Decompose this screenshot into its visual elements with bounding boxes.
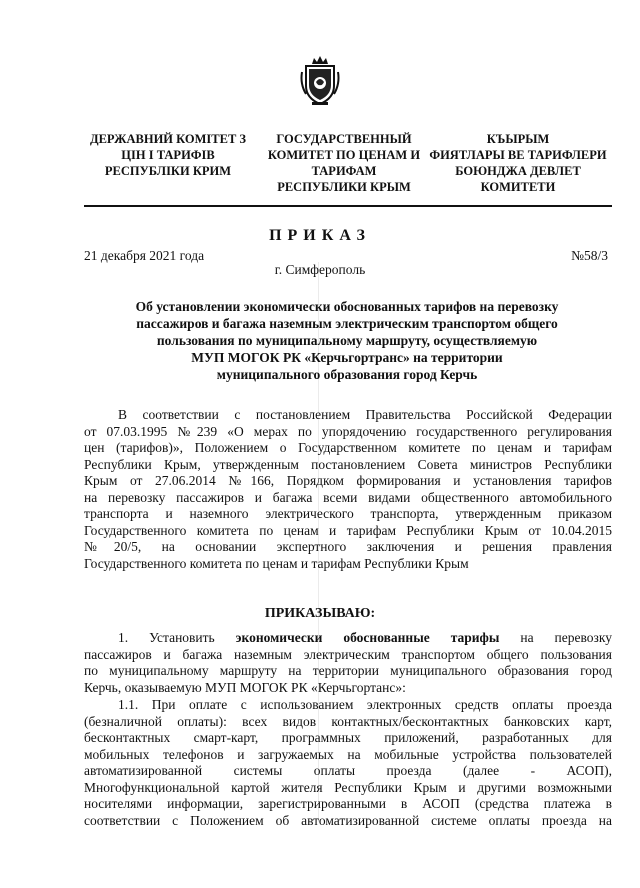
org-name-russian: ГОСУДАРСТВЕННЫЙ КОМИТЕТ ПО ЦЕНАМ И ТАРИФАМ РЕСПУБЛИКИ КРЫМ <box>267 132 421 194</box>
subject-line: муниципального образования город Керчь <box>216 367 478 382</box>
item-1-start: 1. Установить <box>118 630 215 645</box>
org-name-ukrainian: ДЕРЖАВНИЙ КОМІТЕТ З ЦІН І ТАРИФІВ РЕСПУБЛІКИ КРИМ <box>89 132 247 178</box>
text-line: по муниципальному маршруту на территории муниципального образования город <box>84 663 612 678</box>
text-line: Крым от 27.06.2014 №166, Порядком формирования и установления тарифов <box>84 473 612 488</box>
text-line: В соответствии с постановлением Правительства Российской Федерации <box>118 407 612 422</box>
text-line: Керчь, оказываемую МУП МОГОК РК «Керчьгортанс»: <box>84 679 406 695</box>
item-1-emphasis: экономически обоснованные тарифы <box>235 630 500 645</box>
text-line: носителями информации, зарегистрированными в АСОП (средства платежа в <box>84 796 612 811</box>
text-line: мобильных телефонов и загружаемых на мобильные устройства пользователей <box>84 746 612 762</box>
text-line: соответствии с Положением об автоматизированной системе оплаты проезда на <box>84 812 612 828</box>
text-line: бесконтактных смарт-карт, программных приложений, разработанных для <box>84 730 612 745</box>
header-divider <box>84 205 612 207</box>
scan-fold-line <box>318 262 319 822</box>
item-1-end: на перевозку <box>520 630 612 645</box>
document-city: г. Симферополь <box>274 262 366 277</box>
text-line: Республики Крым, утвержденным постановлением Совета министров Республики <box>84 456 612 472</box>
text-line: цен (тарифов)», Положением о Государственном комитете по ценам и тарифам <box>84 440 612 455</box>
text-line: транспорта и наземного электрического транспорта, утвержденным приказом <box>84 506 612 521</box>
org-name-crimean-tatar: КЪЫРЫМ ФИЯТЛАРЫ ВЕ ТАРИФЛЕРИ БОЮНДЖА ДЕВЛЕТ КОМИТЕТИ <box>429 132 607 194</box>
text-line: №20/5, на основании экспертного заключения и решения правления <box>84 539 612 554</box>
preamble-paragraph <box>84 407 612 572</box>
text-line: (безналичной оплаты): всех видов контактных/бесконтактных банковских карт, <box>84 713 612 729</box>
coat-of-arms-emblem <box>298 52 342 108</box>
item-1-1-paragraph <box>84 697 612 829</box>
text-line: 1.1. При оплате с использованием электронных средств оплаты проезда <box>118 697 612 712</box>
decree-heading: ПРИКАЗЫВАЮ: <box>264 606 376 621</box>
text-line: от 07.03.1995 №239 «О мерах по упорядочению государственного регулирования <box>84 423 612 439</box>
document-date: 21 декабря 2021 года <box>84 248 205 263</box>
subject-line: пассажиров и багажа наземным электрическим транспортом общего <box>136 316 558 331</box>
document-title: ПРИКАЗ <box>269 227 371 244</box>
text-line: автоматизированной системы оплаты проезда (далее - АСОП), <box>84 763 612 778</box>
text-line: Государственного комитета по ценам и тарифам Республики Крым <box>84 555 469 571</box>
text-line <box>84 630 612 647</box>
text-line: Государственного комитета по ценам и тарифам Республики Крым от 10.04.2015 <box>84 522 612 538</box>
item-1-paragraph <box>84 630 612 696</box>
subject-line: Об установлении экономически обоснованных тарифов на перевозку <box>135 299 559 314</box>
document-subject <box>86 298 608 383</box>
text-line: Многофункциональной картой жителя Республики Крым и другими возможными <box>84 779 612 795</box>
text-line: на перевозку пассажиров и багажа всеми видами общественного автомобильного <box>84 489 612 505</box>
document-number: №58/3 <box>571 248 608 263</box>
subject-line: пользования по муниципальному маршруту, осуществляемую <box>156 333 538 348</box>
subject-line: МУП МОГОК РК «Керчьгортранс» на территории <box>191 350 503 365</box>
text-line: пассажиров и багажа наземным электрическим транспортом общего пользования <box>84 646 612 662</box>
